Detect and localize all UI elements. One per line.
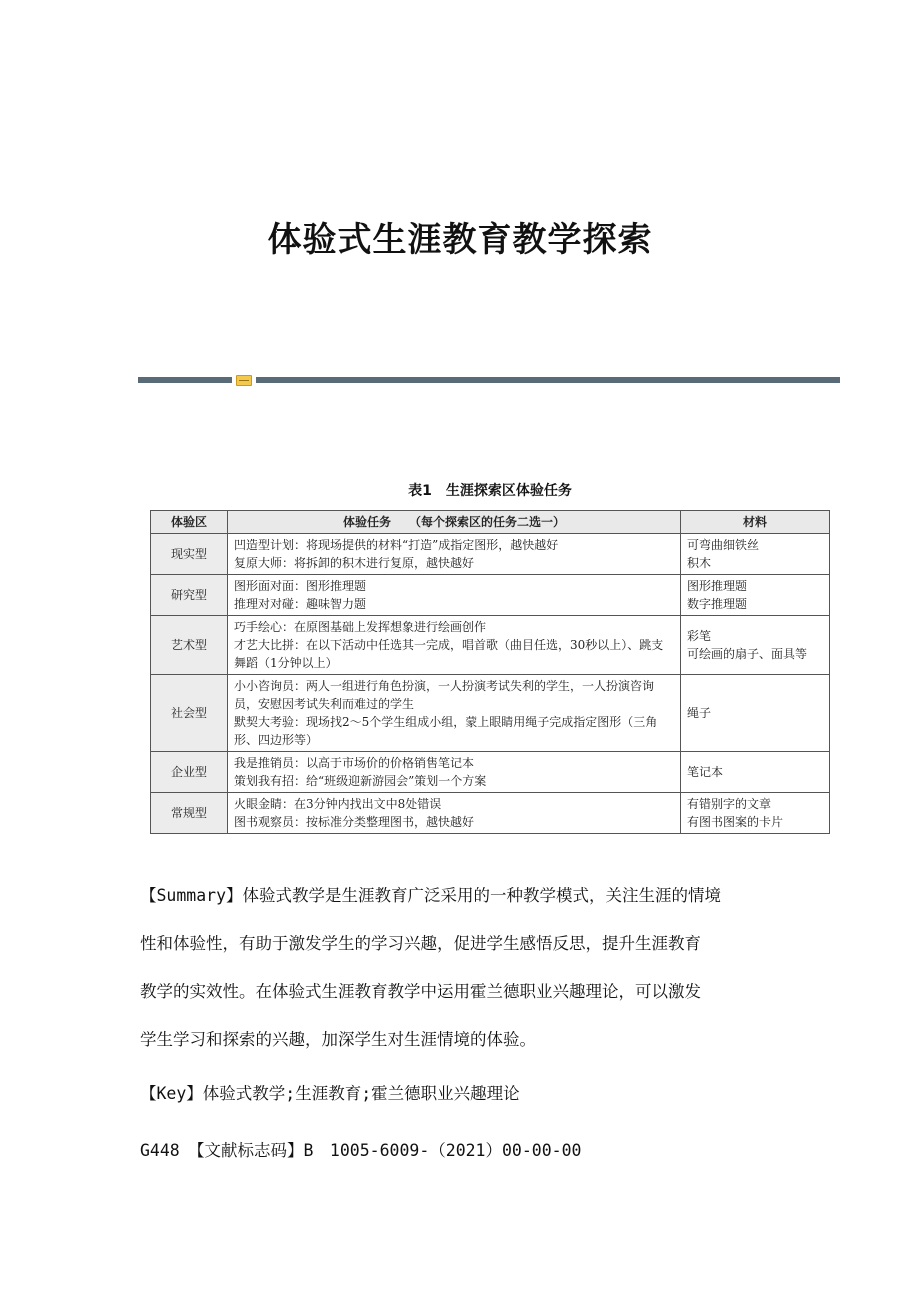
task-line: 默契大考验：现场找2～5个学生组成小组，蒙上眼睛用绳子完成指定图形（三角形、四边形等） xyxy=(234,715,658,747)
task-line: 火眼金睛：在3分钟内找出文中8处错误 xyxy=(234,797,442,811)
table-row xyxy=(151,793,830,834)
material-cell xyxy=(681,752,830,793)
table-row xyxy=(151,534,830,575)
task-cell xyxy=(228,575,681,616)
task-line: 策划我有招：给“班级迎新游园会”策划一个方案 xyxy=(234,774,487,788)
zone-cell: 企业型 xyxy=(151,752,228,793)
material-line: 有图书图案的卡片 xyxy=(687,815,784,829)
table-row xyxy=(151,575,830,616)
material-line: 图形推理题 xyxy=(687,579,748,593)
document-title: 体验式生涯教育教学探索 xyxy=(267,220,653,260)
zone-cell: 现实型 xyxy=(151,534,228,575)
header-material: 材料 xyxy=(681,511,830,534)
table-row xyxy=(151,616,830,675)
material-cell xyxy=(681,793,830,834)
summary-line: 【Summary】体验式教学是生涯教育广泛采用的一种教学模式，关注生涯的情境 xyxy=(140,886,722,905)
task-line: 才艺大比拼：在以下活动中任选其一完成，唱首歌（曲目任选，30秒以上）、跳支舞蹈（1分钟以上） xyxy=(234,638,664,670)
material-line: 有错别字的文章 xyxy=(687,797,772,811)
zone-cell: 社会型 xyxy=(151,675,228,752)
task-cell xyxy=(228,675,681,752)
material-line: 绳子 xyxy=(687,706,712,720)
table-row xyxy=(151,675,830,752)
task-line: 图书观察员：按标准分类整理图书，越快越好 xyxy=(234,815,475,829)
summary-paragraph xyxy=(140,883,790,1075)
material-line: 彩笔 xyxy=(687,629,712,643)
summary-line: 学生学习和探索的兴趣，加深学生对生涯情境的体验。 xyxy=(140,1030,536,1049)
zone-cell: 研究型 xyxy=(151,575,228,616)
header-zone: 体验区 xyxy=(151,511,228,534)
table-header-row xyxy=(151,511,830,534)
summary-line: 教学的实效性。在体验式生涯教育教学中运用霍兰德职业兴趣理论，可以激发 xyxy=(140,982,701,1001)
keywords-line xyxy=(140,1081,790,1107)
material-line: 可弯曲细铁丝 xyxy=(687,538,760,552)
experience-task-table xyxy=(150,510,830,834)
task-line: 巧手绘心：在原图基础上发挥想象进行绘画创作 xyxy=(234,620,487,634)
divider-bar-left xyxy=(138,377,232,383)
task-line: 小小咨询员：两人一组进行角色扮演，一人扮演考试失利的学生，一人扮演咨询员，安慰因考试失利而难过的学生 xyxy=(234,679,655,711)
material-cell xyxy=(681,616,830,675)
task-line: 复原大师：将拆卸的积木进行复原，越快越好 xyxy=(234,556,475,570)
classification-line xyxy=(140,1138,790,1164)
task-cell xyxy=(228,752,681,793)
material-cell xyxy=(681,575,830,616)
table-row xyxy=(151,752,830,793)
header-task: 体验任务 （每个探索区的任务二选一） xyxy=(228,511,681,534)
task-cell xyxy=(228,534,681,575)
keywords-text: 【Key】体验式教学;生涯教育;霍兰德职业兴趣理论 xyxy=(140,1084,520,1103)
task-cell xyxy=(228,616,681,675)
zone-cell: 常规型 xyxy=(151,793,228,834)
classification-text: G448 【文献标志码】B 1005-6009-（2021）00-00-00 xyxy=(140,1141,582,1160)
material-line: 笔记本 xyxy=(687,765,724,779)
divider-envelope-icon xyxy=(236,375,252,386)
task-cell xyxy=(228,793,681,834)
material-line: 数字推理题 xyxy=(687,597,748,611)
material-line: 积木 xyxy=(687,556,712,570)
task-line: 凹造型计划：将现场提供的材料“打造”成指定图形，越快越好 xyxy=(234,538,559,552)
material-line: 可绘画的扇子、面具等 xyxy=(687,647,808,661)
section-divider xyxy=(138,375,840,385)
zone-cell: 艺术型 xyxy=(151,616,228,675)
task-line: 我是推销员：以高于市场价的价格销售笔记本 xyxy=(234,756,475,770)
material-cell xyxy=(681,675,830,752)
material-cell xyxy=(681,534,830,575)
task-line: 推理对对碰：趣味智力题 xyxy=(234,597,367,611)
summary-line: 性和体验性，有助于激发学生的学习兴趣，促进学生感悟反思，提升生涯教育 xyxy=(140,934,701,953)
table-caption: 表1 生涯探索区体验任务 xyxy=(408,483,572,499)
task-line: 图形面对面：图形推理题 xyxy=(234,579,367,593)
divider-bar-right xyxy=(256,377,840,383)
